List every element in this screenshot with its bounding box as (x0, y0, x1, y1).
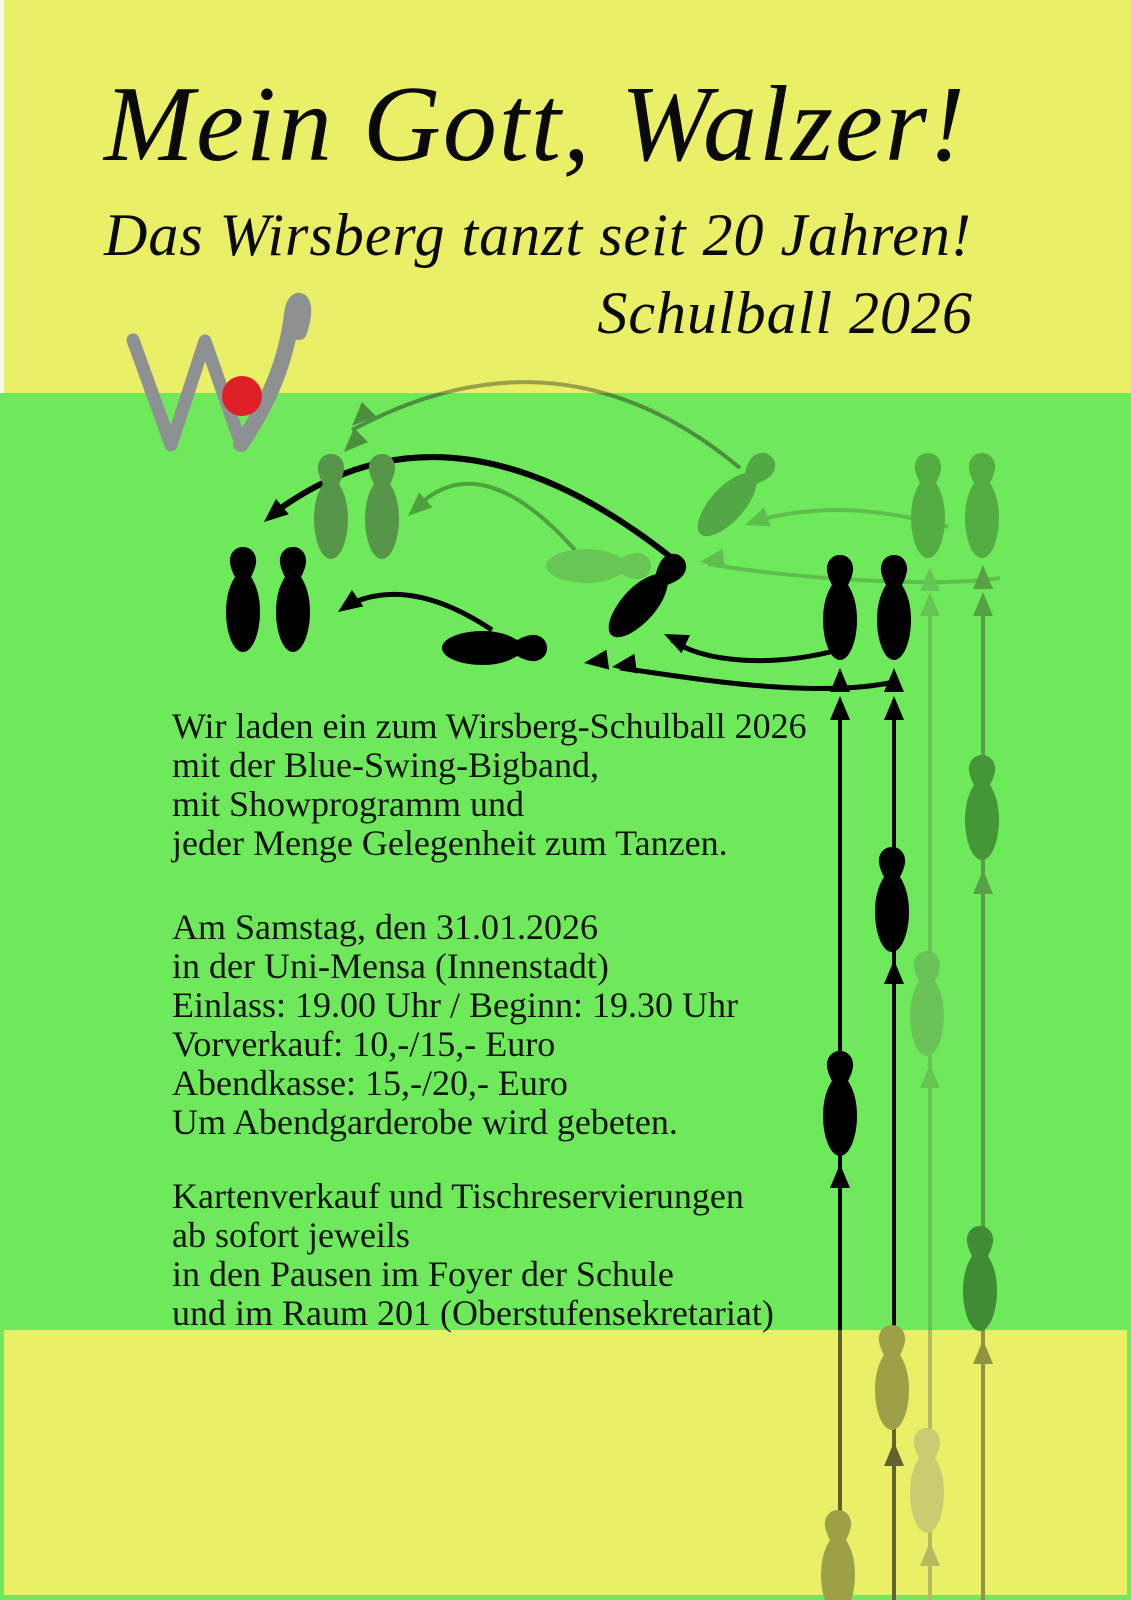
arrowhead (884, 668, 904, 692)
arrowhead (920, 1542, 940, 1566)
footprint-olive (821, 1510, 855, 1600)
invitation-paragraph (172, 707, 807, 863)
footprint-black (877, 555, 911, 660)
arrowhead (611, 654, 638, 677)
footprint-black (823, 555, 857, 660)
poster-subtitle: Das Wirsberg tanzt seit 20 Jahren! (104, 202, 972, 268)
details-line: Einlass: 19.00 Uhr / Beginn: 19.30 Uhr (172, 985, 738, 1025)
arrowhead (973, 592, 993, 616)
footprint-green-light (910, 951, 944, 1056)
invitation-line: mit der Blue-Swing-Bigband, (172, 745, 599, 785)
footprint-black (875, 847, 909, 952)
arrowhead (332, 590, 363, 620)
details-line: Abendkasse: 15,-/20,- Euro (172, 1063, 568, 1103)
details-line: in der Uni-Mensa (Innenstadt) (172, 946, 609, 986)
arrowhead (884, 960, 904, 984)
tickets-line: ab sofort jeweils (172, 1215, 410, 1255)
arc-black-long (620, 668, 894, 689)
arrowhead (920, 567, 940, 591)
wirsberg-w-logo (133, 301, 303, 445)
arc-green-mid (414, 484, 575, 550)
footprint-black (226, 547, 260, 652)
arrowhead (830, 668, 850, 692)
arrowhead (973, 1340, 993, 1364)
invitation-line: Wir laden ein zum Wirsberg-Schulball 2026 (172, 706, 807, 746)
poster-title: Mein Gott, Walzer! (104, 65, 967, 184)
arc-black-pair-to-foot (672, 640, 838, 661)
arrowhead (973, 565, 993, 589)
tickets-line: Kartenverkauf und Tischreservierungen (172, 1176, 744, 1216)
arrowhead (742, 507, 771, 534)
footprint-green (911, 453, 945, 558)
arrowhead (830, 1164, 850, 1188)
footprint-green-dark (965, 755, 999, 860)
footprint-green-diagonal (688, 445, 784, 546)
logo-hook-stroke (241, 301, 303, 444)
invitation-line: jeder Menge Gelegenheit zum Tanzen. (172, 823, 728, 863)
footprint-green (965, 453, 999, 558)
ticket-sales-paragraph (172, 1177, 774, 1333)
tickets-line: in den Pausen im Foyer der Schule (172, 1254, 674, 1294)
logo-red-dot (222, 376, 262, 416)
arrowhead (699, 549, 726, 572)
arrowhead (830, 696, 850, 720)
arrowhead (583, 650, 610, 673)
footprint-olive-light (910, 1428, 944, 1533)
arrowhead (973, 870, 993, 894)
tickets-line: und im Raum 201 (Oberstufensekretariat) (172, 1293, 774, 1333)
footprint-green-faded (365, 454, 399, 559)
arrowhead (920, 592, 940, 616)
arrowhead (920, 1064, 940, 1088)
footprint-olive (875, 1325, 909, 1430)
footprint-green-horizontal (546, 549, 651, 583)
arrowhead (884, 696, 904, 720)
travel-lines (840, 600, 983, 1600)
arc-black-foot-to-pair (346, 594, 492, 630)
details-line: Vorverkauf: 10,-/15,- Euro (172, 1024, 556, 1064)
footprint-black (276, 547, 310, 652)
footprint-black-horizontal (442, 631, 547, 665)
footprint-green-dark (963, 1226, 997, 1331)
footprint-green-faded (314, 454, 348, 559)
details-line: Am Samstag, den 31.01.2026 (172, 907, 598, 947)
arrowhead (345, 402, 376, 433)
arrowhead (884, 1442, 904, 1466)
invitation-line: mit Showprogramm und (172, 784, 524, 824)
event-details-paragraph (172, 908, 738, 1142)
details-line: Um Abendgarderobe wird gebeten. (172, 1102, 678, 1142)
footprint-black (823, 1051, 857, 1156)
event-name: Schulball 2026 (597, 280, 973, 346)
arrowhead (337, 428, 368, 459)
travel-arrowheads (830, 565, 993, 1566)
arc-green-lower (708, 564, 1000, 582)
